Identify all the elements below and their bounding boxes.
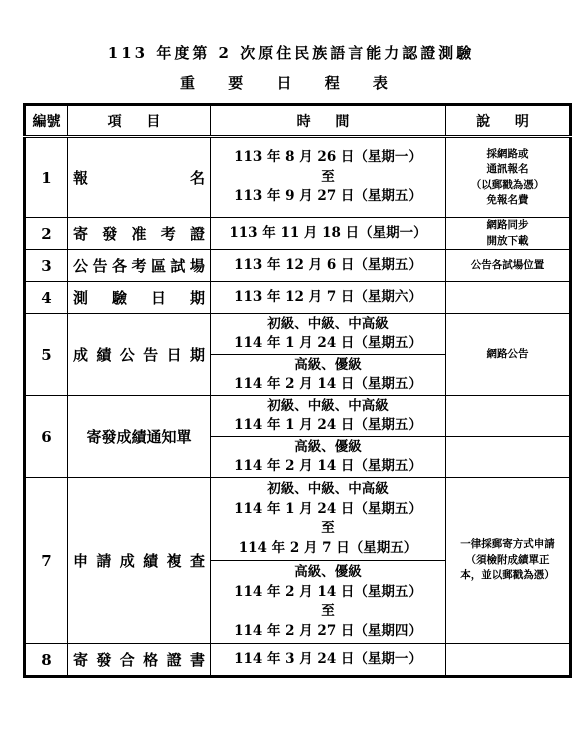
time-line: 114 年 2 月 27 日（星期四）: [234, 622, 422, 639]
item-char: 名: [189, 169, 205, 187]
table-row: [25, 314, 571, 355]
note-cell: [446, 218, 571, 250]
note-cell: [446, 314, 571, 396]
item-char: 績: [96, 346, 112, 364]
item-cell: [68, 314, 211, 396]
note-cell: [446, 282, 571, 314]
item-char: 告: [92, 257, 108, 275]
time-line: 至: [321, 603, 335, 619]
note-cell: [446, 644, 571, 677]
item-cell: [68, 478, 211, 644]
item-char: 寄: [73, 651, 89, 669]
time-line: 113 年 8 月 26 日（星期一）: [234, 149, 422, 166]
header-row: [25, 105, 571, 137]
item-char: 驗: [111, 289, 127, 307]
item-char: 期: [189, 289, 205, 307]
table-row: [25, 137, 571, 218]
item-char: 寄: [73, 225, 89, 243]
time-line: 至: [321, 520, 335, 536]
time-line: 114 年 1 月 24 日（星期五）: [234, 500, 422, 517]
item-char: 告: [143, 346, 159, 364]
row-number: 5: [25, 314, 68, 396]
row-number: 6: [25, 396, 68, 478]
item-char: 成: [73, 346, 89, 364]
item-char: 日: [150, 289, 166, 307]
time-line: 114 年 3 月 24 日（星期一）: [234, 650, 422, 667]
time-cell: [211, 437, 446, 478]
note-cell: [446, 396, 571, 437]
item-char: 成: [119, 552, 135, 570]
note-cell: [446, 137, 571, 218]
note-cell: [446, 250, 571, 282]
time-cell: [211, 218, 446, 250]
header-time: 時 間: [211, 105, 446, 137]
time-line: 高級、優級: [294, 356, 362, 373]
item-cell: [68, 396, 211, 478]
item-cell: [68, 250, 211, 282]
item-char: 績: [143, 552, 159, 570]
item-char: 各: [111, 257, 127, 275]
note-line: 通訊報名: [486, 163, 529, 175]
item-char: 複: [166, 552, 182, 570]
item-char: 書: [189, 651, 205, 669]
item-char: 期: [189, 346, 205, 364]
item-char: 場: [189, 257, 205, 275]
item-char: 證: [189, 225, 205, 243]
time-line: 114 年 1 月 24 日（星期五）: [234, 335, 422, 351]
table-row: [25, 644, 571, 677]
item-char: 准: [131, 225, 147, 243]
time-line: 114 年 2 月 14 日（星期五）: [234, 458, 422, 474]
item-char: 格: [143, 651, 159, 669]
document-subtitle: 重 要 日 程 表: [180, 74, 402, 92]
time-cell: [211, 355, 446, 396]
header-note: 說 明: [446, 105, 571, 137]
time-line: 初級、中級、中高級: [267, 315, 389, 332]
row-number: 1: [25, 137, 68, 218]
item-char: 查: [189, 552, 205, 570]
time-cell: [211, 282, 446, 314]
time-line: 至: [321, 168, 335, 185]
item-cell: [68, 644, 211, 677]
item-char: 測: [73, 289, 89, 307]
time-line: 113 年 9 月 27 日（星期五）: [234, 188, 422, 205]
table-row: [25, 282, 571, 314]
item-char: 證: [166, 651, 182, 669]
table-row: [25, 250, 571, 282]
note-line: 一律採郵寄方式申請: [460, 538, 555, 551]
item-cell: [68, 282, 211, 314]
time-line: 114 年 2 月 14 日（星期五）: [234, 583, 422, 600]
item-char: 請: [96, 552, 112, 570]
item-char: 考: [160, 225, 176, 243]
document-title: 113 年度第 2 次原住民族語言能力認證測驗: [107, 44, 475, 62]
note-line: （以郵戳為憑）: [470, 178, 545, 191]
note-cell: [446, 437, 571, 478]
time-line: 114 年 2 月 14 日（星期五）: [234, 376, 422, 392]
note-line: 免報名費: [486, 194, 529, 206]
time-line: 初級、中級、中高級: [267, 397, 389, 414]
row-number: 7: [25, 478, 68, 644]
time-line: 初級、中級、中高級: [267, 481, 389, 497]
item-char: 報: [73, 169, 89, 187]
item-char: 區: [150, 257, 166, 275]
header-num: 編號: [25, 105, 68, 137]
note-line: 網路同步: [486, 219, 529, 231]
note-line: 採網路或: [486, 147, 529, 160]
table-row: [25, 478, 571, 561]
item-char: 寄發成績通知單: [86, 428, 192, 446]
schedule-table: [23, 103, 572, 678]
note-cell: [446, 478, 571, 644]
item-char: 公: [73, 257, 89, 275]
note-line: 開放下載: [486, 234, 529, 247]
time-line: 113 年 11 月 18 日（星期一）: [229, 224, 427, 241]
time-cell: [211, 478, 446, 561]
time-cell: [211, 396, 446, 437]
item-char: 合: [119, 651, 135, 669]
note-line: 網路公告: [486, 347, 529, 360]
time-cell: [211, 250, 446, 282]
time-line: 114 年 2 月 7 日（星期五）: [238, 539, 418, 556]
time-cell: [211, 561, 446, 644]
time-cell: [211, 314, 446, 355]
time-cell: [211, 137, 446, 218]
time-line: 高級、優級: [294, 438, 362, 455]
item-char: 申: [73, 552, 89, 570]
row-number: 4: [25, 282, 68, 314]
item-char: 日: [166, 346, 182, 364]
header-item: 項 目: [68, 105, 211, 137]
item-char: 發: [102, 225, 118, 243]
time-line: 114 年 1 月 24 日（星期五）: [234, 417, 422, 433]
row-number: 8: [25, 644, 68, 677]
item-cell: [68, 137, 211, 218]
time-cell: [211, 644, 446, 677]
item-char: 發: [96, 651, 112, 669]
note-line: （須檢附成績單正: [465, 553, 550, 566]
row-number: 3: [25, 250, 68, 282]
item-cell: [68, 218, 211, 250]
note-line: 公告各試場位置: [470, 258, 545, 271]
item-char: 考: [131, 257, 147, 275]
note-line: 本，並以郵戳為憑）: [460, 569, 555, 582]
item-char: 公: [119, 346, 135, 364]
row-number: 2: [25, 218, 68, 250]
table-row: [25, 218, 571, 250]
time-line: 113 年 12 月 6 日（星期五）: [234, 256, 422, 273]
item-char: 試: [170, 257, 186, 275]
time-line: 113 年 12 月 7 日（星期六）: [234, 288, 422, 305]
table-row: [25, 396, 571, 437]
time-line: 高級、優級: [294, 564, 362, 580]
